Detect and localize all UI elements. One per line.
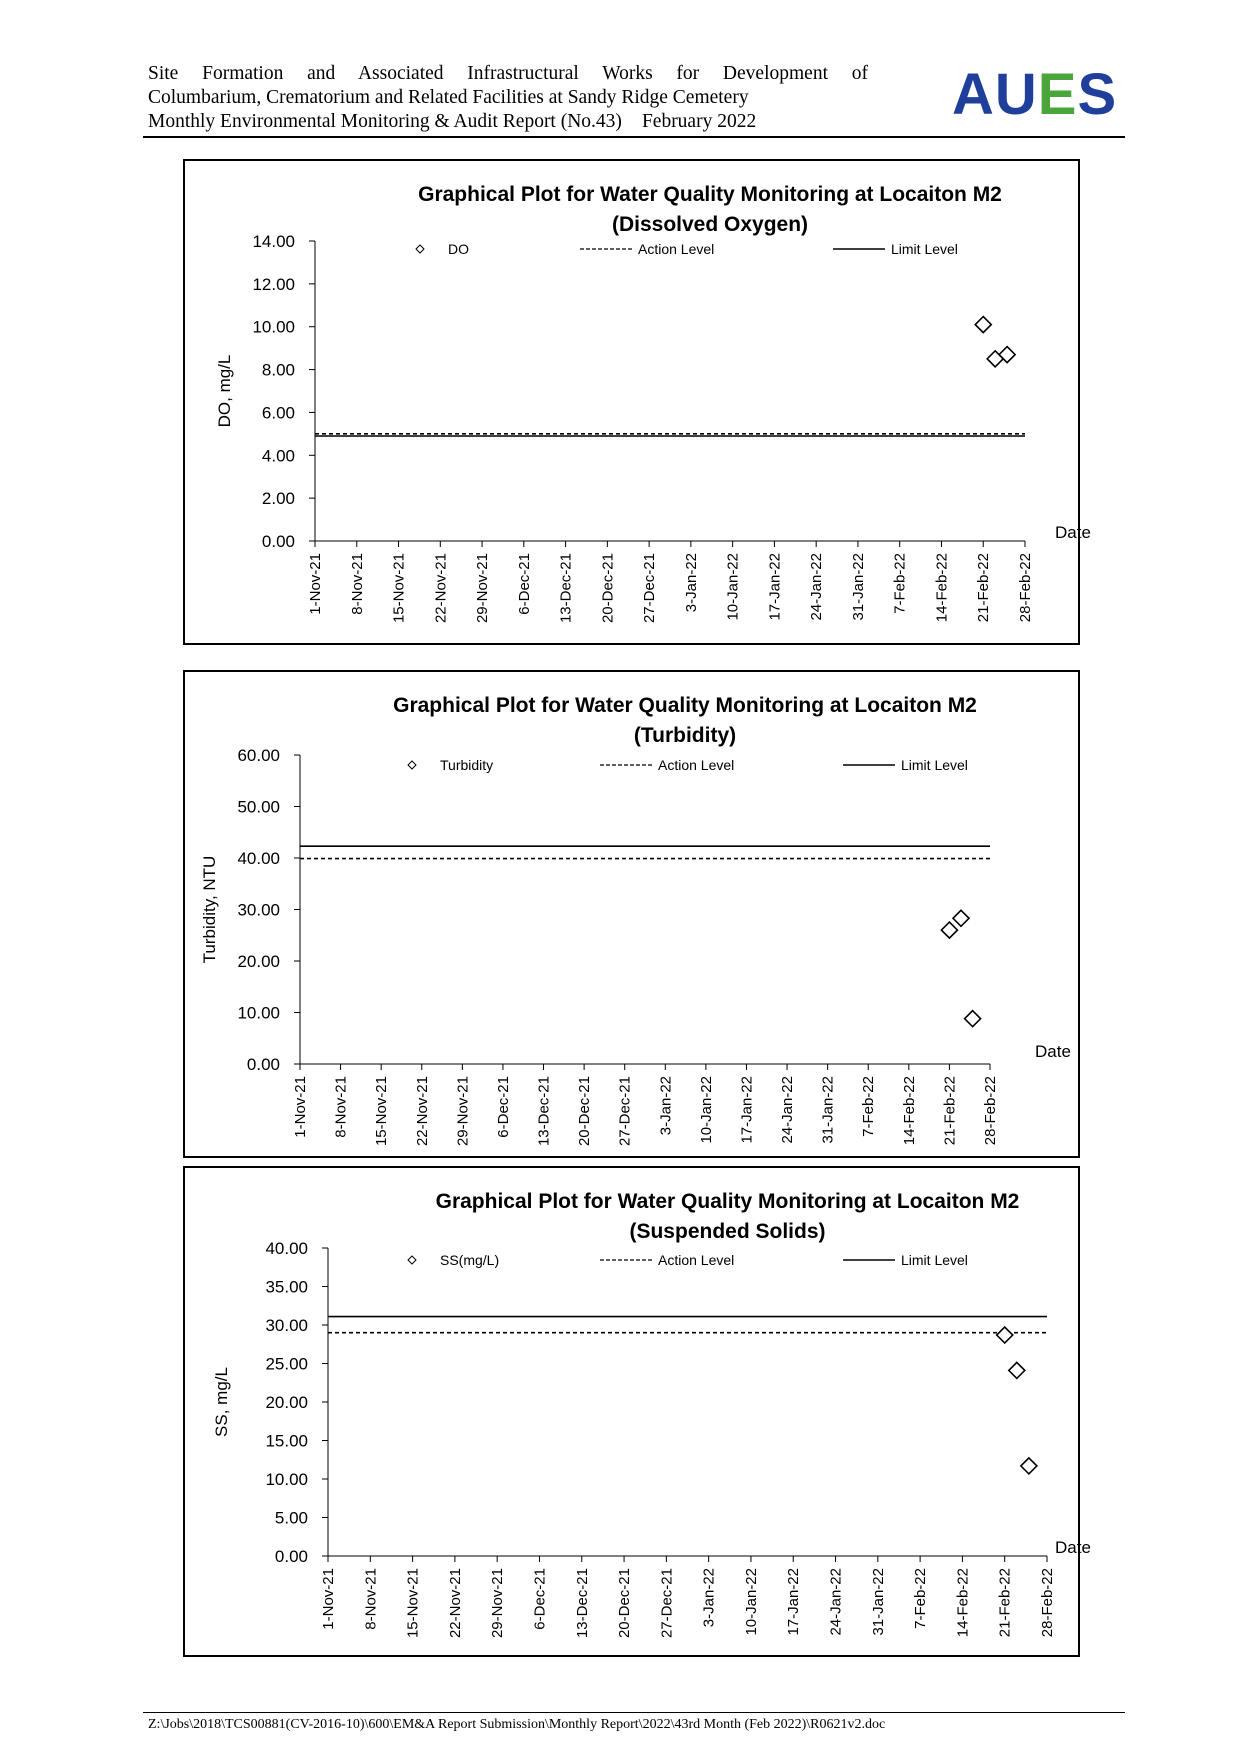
x-tick-label: 13-Dec-21 — [573, 1568, 591, 1639]
y-tick-label: 40.00 — [265, 1239, 308, 1258]
y-tick-label: 35.00 — [265, 1277, 308, 1297]
chart-suspended-solids — [183, 1166, 1091, 1657]
x-tick-label: 21-Feb-22 — [975, 553, 993, 623]
header-line-3 — [148, 110, 868, 134]
legend-label-limit: Limit Level — [901, 1252, 968, 1268]
x-tick-label: 29-Nov-21 — [454, 1076, 472, 1147]
y-tick-label: 0.00 — [246, 1055, 280, 1074]
report-title: Monthly Environmental Monitoring & Audit Report (No.43) — [148, 111, 622, 132]
y-axis-label: SS, mg/L — [212, 1367, 231, 1437]
y-tick-label: 0.00 — [261, 532, 295, 551]
logo-e: E — [1037, 62, 1078, 127]
y-tick-label: 12.00 — [252, 274, 295, 294]
y-tick-label: 2.00 — [261, 489, 295, 509]
x-tick-label: 17-Jan-22 — [738, 1076, 756, 1144]
chart-turbidity — [183, 670, 1080, 1158]
legend-marker-series — [416, 245, 424, 253]
x-tick-label: 7-Feb-22 — [891, 553, 909, 614]
x-tick-label: 3-Jan-22 — [657, 1076, 675, 1136]
y-tick-label: 40.00 — [237, 849, 280, 868]
y-tick-label: 10.00 — [265, 1470, 308, 1489]
x-tick-label: 10-Jan-22 — [724, 553, 742, 621]
y-tick-label: 15.00 — [265, 1431, 308, 1451]
y-tick-label: 0.00 — [274, 1547, 308, 1566]
chart-svg — [185, 1168, 1091, 1654]
x-tick-label: 7-Feb-22 — [860, 1076, 878, 1137]
chart-dissolved-oxygen — [183, 159, 1091, 645]
legend-label-action: Action Level — [658, 757, 735, 773]
y-axis-label: Turbidity, NTU — [200, 855, 219, 964]
legend-label-series: SS(mg/L) — [440, 1252, 500, 1268]
x-axis-label: Date — [1055, 523, 1091, 542]
legend-label-action: Action Level — [658, 1252, 735, 1268]
x-tick-label: 8-Nov-21 — [332, 1076, 350, 1138]
x-axis-label: Date — [1035, 1042, 1071, 1061]
x-tick-label: 31-Jan-22 — [819, 1076, 837, 1144]
x-tick-label: 7-Feb-22 — [912, 1568, 930, 1629]
y-tick-label: 6.00 — [261, 403, 295, 423]
legend-label-limit: Limit Level — [901, 757, 968, 773]
x-tick-label: 20-Dec-21 — [599, 553, 617, 624]
x-tick-label: 10-Jan-22 — [742, 1568, 760, 1636]
x-tick-label: 24-Jan-22 — [808, 553, 826, 621]
x-tick-label: 1-Nov-21 — [307, 553, 324, 615]
x-tick-label: 15-Nov-21 — [373, 1076, 391, 1147]
x-tick-label: 17-Jan-22 — [766, 553, 784, 621]
report-header — [148, 62, 868, 134]
data-point — [953, 910, 969, 926]
chart-title: Graphical Plot for Water Quality Monitoring at Locaiton M2 — [418, 183, 1002, 206]
chart-subtitle: (Turbidity) — [633, 724, 737, 747]
logo-au: AU — [952, 62, 1038, 127]
x-tick-label: 20-Dec-21 — [576, 1076, 594, 1147]
y-tick-label: 5.00 — [274, 1508, 308, 1528]
x-tick-label: 14-Feb-22 — [900, 1076, 918, 1146]
header-rule — [143, 136, 1125, 138]
x-tick-label: 6-Dec-21 — [531, 1568, 549, 1630]
x-tick-label: 27-Dec-21 — [658, 1568, 676, 1639]
x-tick-label: 13-Dec-21 — [557, 553, 575, 624]
x-tick-label: 22-Nov-21 — [446, 1568, 464, 1639]
data-point — [965, 1011, 981, 1027]
x-tick-label: 8-Nov-21 — [348, 553, 366, 615]
legend-label-series: Turbidity — [440, 757, 494, 773]
legend-label-limit: Limit Level — [891, 241, 958, 257]
legend-label-action: Action Level — [638, 241, 715, 257]
data-point — [975, 317, 991, 333]
logo-s: S — [1077, 62, 1118, 127]
footer-file-path: Z:\Jobs\2018\TCS00881(CV-2016-10)\600\EM&A Report Submission\Monthly Report\2022\43rd Month (Feb 2022)\R0621v2.doc — [148, 1717, 886, 1732]
x-tick-label: 24-Jan-22 — [827, 1568, 845, 1636]
y-tick-label: 20.00 — [237, 952, 280, 971]
y-tick-label: 8.00 — [261, 360, 295, 380]
x-tick-label: 14-Feb-22 — [954, 1568, 972, 1638]
x-tick-label: 17-Jan-22 — [785, 1568, 803, 1636]
y-tick-label: 30.00 — [265, 1316, 308, 1335]
header-line-1: Site Formation and Associated Infrastructural Works for Development of — [148, 63, 868, 84]
x-tick-label: 21-Feb-22 — [996, 1568, 1014, 1638]
chart-svg — [185, 672, 1077, 1155]
x-tick-label: 27-Dec-21 — [616, 1076, 634, 1147]
data-point — [1021, 1458, 1037, 1474]
x-tick-label: 28-Feb-22 — [1039, 1568, 1056, 1638]
y-tick-label: 10.00 — [237, 1003, 280, 1023]
x-tick-label: 22-Nov-21 — [413, 1076, 431, 1147]
data-point — [1009, 1362, 1025, 1378]
y-tick-label: 60.00 — [237, 746, 280, 765]
x-tick-label: 1-Nov-21 — [292, 1076, 309, 1138]
x-tick-label: 6-Dec-21 — [515, 553, 533, 615]
footer-rule — [143, 1712, 1125, 1713]
chart-svg — [185, 161, 1091, 642]
x-tick-label: 8-Nov-21 — [362, 1568, 380, 1630]
x-tick-label: 3-Jan-22 — [682, 553, 700, 613]
chart-title: Graphical Plot for Water Quality Monitoring at Locaiton M2 — [393, 694, 977, 717]
legend-marker-series — [408, 761, 416, 769]
y-tick-label: 14.00 — [252, 232, 295, 251]
x-tick-label: 3-Jan-22 — [700, 1568, 718, 1628]
x-axis-label: Date — [1055, 1538, 1091, 1557]
chart-title: Graphical Plot for Water Quality Monitoring at Locaiton M2 — [435, 1190, 1020, 1213]
aues-logo — [952, 60, 1117, 130]
y-axis-label: DO, mg/L — [215, 354, 234, 428]
x-tick-label: 31-Jan-22 — [869, 1568, 887, 1636]
y-tick-label: 4.00 — [261, 446, 295, 466]
x-tick-label: 10-Jan-22 — [697, 1076, 715, 1144]
legend-marker-series — [408, 1256, 416, 1264]
header-line-2: Columbarium, Crematorium and Related Facilities at Sandy Ridge Cemetery — [148, 87, 749, 108]
y-tick-label: 10.00 — [252, 317, 295, 337]
y-tick-label: 25.00 — [265, 1354, 308, 1374]
x-tick-label: 29-Nov-21 — [489, 1568, 507, 1639]
report-date: February 2022 — [641, 111, 757, 132]
x-tick-label: 15-Nov-21 — [404, 1568, 422, 1639]
x-tick-label: 29-Nov-21 — [474, 553, 492, 624]
chart-subtitle: (Dissolved Oxygen) — [611, 213, 809, 236]
x-tick-label: 24-Jan-22 — [779, 1076, 797, 1144]
x-tick-label: 27-Dec-21 — [641, 553, 659, 624]
data-point — [997, 1327, 1013, 1343]
legend-label-series: DO — [448, 241, 469, 257]
x-tick-label: 22-Nov-21 — [432, 553, 450, 624]
y-tick-label: 30.00 — [237, 900, 280, 920]
x-tick-label: 1-Nov-21 — [320, 1568, 337, 1630]
x-tick-label: 14-Feb-22 — [933, 553, 951, 623]
x-tick-label: 31-Jan-22 — [849, 553, 867, 621]
x-tick-label: 13-Dec-21 — [535, 1076, 553, 1147]
chart-subtitle: (Suspended Solids) — [629, 1220, 826, 1243]
x-tick-label: 28-Feb-22 — [1017, 553, 1034, 623]
x-tick-label: 21-Feb-22 — [941, 1076, 959, 1146]
y-tick-label: 20.00 — [265, 1393, 308, 1412]
x-tick-label: 15-Nov-21 — [390, 553, 408, 624]
data-point — [941, 922, 957, 938]
x-tick-label: 6-Dec-21 — [494, 1076, 512, 1138]
y-tick-label: 50.00 — [237, 797, 280, 817]
x-tick-label: 28-Feb-22 — [982, 1076, 999, 1146]
x-tick-label: 20-Dec-21 — [616, 1568, 634, 1639]
